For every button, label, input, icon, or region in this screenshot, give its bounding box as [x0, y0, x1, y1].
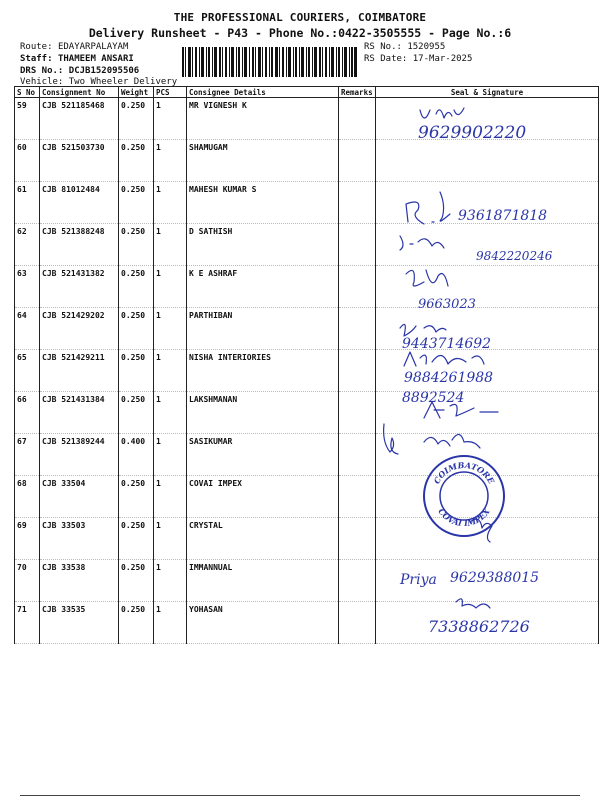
row-seal-signature	[376, 224, 599, 266]
row-consignee: MAHESH KUMAR S	[187, 182, 339, 224]
row-consignee: SASIKUMAR	[187, 434, 339, 476]
row-consignee: D SATHISH	[187, 224, 339, 266]
row-seal-signature	[376, 308, 599, 350]
row-sno: 66	[15, 392, 40, 434]
row-weight: 0.250	[119, 560, 154, 602]
row-consignee: NISHA INTERIORIES	[187, 350, 339, 392]
row-sno: 70	[15, 560, 40, 602]
row-remarks	[339, 266, 376, 308]
row-remarks	[339, 182, 376, 224]
row-consignment-no: CJB 33503	[40, 518, 119, 560]
row-weight: 0.250	[119, 308, 154, 350]
row-consignee: K E ASHRAF	[187, 266, 339, 308]
row-remarks	[339, 476, 376, 518]
table-row	[15, 182, 599, 224]
row-remarks	[339, 560, 376, 602]
row-remarks	[339, 140, 376, 182]
company-title: THE PROFESSIONAL COURIERS, COIMBATORE	[173, 11, 427, 24]
row-seal-signature	[376, 602, 599, 644]
route-line	[20, 41, 128, 53]
row-remarks	[339, 308, 376, 350]
row-remarks	[339, 98, 376, 140]
row-pcs: 1	[154, 308, 187, 350]
row-consignment-no: CJB 33504	[40, 476, 119, 518]
row-consignment-no: CJB 521431384	[40, 392, 119, 434]
row-consignment-no: CJB 33535	[40, 602, 119, 644]
row-pcs: 1	[154, 560, 187, 602]
row-seal-signature	[376, 182, 599, 224]
route-value: EDAYARPALAYAM	[57, 42, 129, 52]
row-pcs: 1	[154, 224, 187, 266]
runsheet-title: Delivery Runsheet - P43 - Phone No.:0422-3505555 - Page No.:6	[88, 26, 512, 40]
table-row	[15, 476, 599, 518]
row-seal-signature	[376, 98, 599, 140]
col-remarks: Remarks	[339, 87, 376, 98]
table-row	[15, 308, 599, 350]
signature-63-number: 9663023	[418, 297, 476, 312]
row-pcs: 1	[154, 266, 187, 308]
stamp-top-text: COIMBATORE	[431, 459, 497, 486]
row-sno: 71	[15, 602, 40, 644]
table-row	[15, 434, 599, 476]
table-header-row	[15, 87, 599, 98]
runsheet-table	[14, 86, 599, 644]
signature-59-number: 9629902220	[418, 123, 527, 143]
col-pcs: PCS	[154, 87, 187, 98]
row-sno: 62	[15, 224, 40, 266]
row-consignment-no: CJB 81012484	[40, 182, 119, 224]
row-sno: 60	[15, 140, 40, 182]
row-pcs: 1	[154, 476, 187, 518]
table-row	[15, 350, 599, 392]
row-sno: 63	[15, 266, 40, 308]
signature-71-number: 7338862726	[428, 617, 530, 636]
table-row	[15, 266, 599, 308]
row-pcs: 1	[154, 98, 187, 140]
row-consignee: IMMANNUAL	[187, 560, 339, 602]
vehicle-line: Vehicle: Two Wheeler Delivery	[20, 77, 178, 87]
runsheet-table-wrap	[14, 86, 598, 644]
row-pcs: 1	[154, 350, 187, 392]
signature-61-number: 9361871818	[458, 208, 548, 224]
table-row	[15, 392, 599, 434]
row-weight: 0.250	[119, 476, 154, 518]
row-sno: 64	[15, 308, 40, 350]
staff-line	[20, 53, 134, 65]
table-row	[15, 140, 599, 182]
drs-value: DCJB152095506	[68, 66, 140, 76]
row-consignment-no: CJB 521431382	[40, 266, 119, 308]
barcode-image	[182, 47, 357, 77]
staff-label: Staff:	[20, 54, 53, 64]
row-consignment-no: CJB 521503730	[40, 140, 119, 182]
row-pcs: 1	[154, 182, 187, 224]
col-weight: Weight	[119, 87, 154, 98]
row-weight: 0.250	[119, 140, 154, 182]
row-weight: 0.400	[119, 434, 154, 476]
row-remarks	[339, 434, 376, 476]
row-remarks	[339, 224, 376, 266]
row-remarks	[339, 518, 376, 560]
row-seal-signature	[376, 560, 599, 602]
page-bottom-rule	[20, 795, 580, 796]
row-pcs: 1	[154, 434, 187, 476]
row-consignment-no: CJB 521389244	[40, 434, 119, 476]
row-seal-signature	[376, 476, 599, 518]
col-seal-signature: Seal & Signature	[376, 87, 599, 98]
row-sno: 59	[15, 98, 40, 140]
row-pcs: 1	[154, 602, 187, 644]
row-sno: 68	[15, 476, 40, 518]
col-consignee: Consignee Details	[187, 87, 339, 98]
row-seal-signature	[376, 140, 599, 182]
row-weight: 0.250	[119, 602, 154, 644]
row-consignment-no: CJB 521388248	[40, 224, 119, 266]
signature-66-number: 8892524	[402, 390, 465, 406]
table-row	[15, 518, 599, 560]
row-consignment-no: CJB 521429202	[40, 308, 119, 350]
signature-70-number: 9629388015	[450, 570, 540, 586]
row-consignment-no: CJB 521429211	[40, 350, 119, 392]
rs-number: RS No.: 1520955	[364, 42, 446, 52]
row-weight: 0.250	[119, 98, 154, 140]
table-row	[15, 602, 599, 644]
signature-65-number: 9884261988	[404, 370, 494, 386]
table-row	[15, 560, 599, 602]
signature-70-name: Priya	[400, 572, 437, 588]
row-weight: 0.250	[119, 266, 154, 308]
signature-62-number: 9842220246	[476, 249, 553, 263]
route-label: Route:	[20, 42, 53, 52]
col-consignment: Consignment No	[40, 87, 119, 98]
col-sno: S No	[15, 87, 40, 98]
row-weight: 0.250	[119, 224, 154, 266]
row-consignee: MR VIGNESH K	[187, 98, 339, 140]
row-seal-signature	[376, 392, 599, 434]
rs-date: RS Date: 17-Mar-2025	[364, 54, 473, 64]
row-consignee: SHAMUGAM	[187, 140, 339, 182]
staff-value: THAMEEM ANSARI	[57, 54, 134, 64]
row-sno: 65	[15, 350, 40, 392]
row-consignee: PARTHIBAN	[187, 308, 339, 350]
row-consignee: COVAI IMPEX	[187, 476, 339, 518]
row-sno: 67	[15, 434, 40, 476]
row-sno: 69	[15, 518, 40, 560]
row-consignment-no: CJB 521185468	[40, 98, 119, 140]
row-pcs: 1	[154, 518, 187, 560]
table-body	[15, 98, 599, 644]
signature-64-number: 9443714692	[402, 336, 492, 352]
row-remarks	[339, 350, 376, 392]
table-row	[15, 98, 599, 140]
row-seal-signature	[376, 518, 599, 560]
row-weight: 0.250	[119, 182, 154, 224]
drs-label: DRS No.:	[20, 66, 64, 76]
row-sno: 61	[15, 182, 40, 224]
row-weight: 0.250	[119, 392, 154, 434]
row-remarks	[339, 392, 376, 434]
row-pcs: 1	[154, 140, 187, 182]
row-weight: 0.250	[119, 350, 154, 392]
row-weight: 0.250	[119, 518, 154, 560]
row-seal-signature	[376, 350, 599, 392]
stamp-bottom-text: COVAI IMPEX	[436, 506, 492, 529]
row-seal-signature	[376, 266, 599, 308]
row-pcs: 1	[154, 392, 187, 434]
row-consignee: LAKSHMANAN	[187, 392, 339, 434]
row-seal-signature	[376, 434, 599, 476]
row-remarks	[339, 602, 376, 644]
row-consignee: YOHASAN	[187, 602, 339, 644]
row-consignment-no: CJB 33538	[40, 560, 119, 602]
row-consignee: CRYSTAL	[187, 518, 339, 560]
table-row	[15, 224, 599, 266]
